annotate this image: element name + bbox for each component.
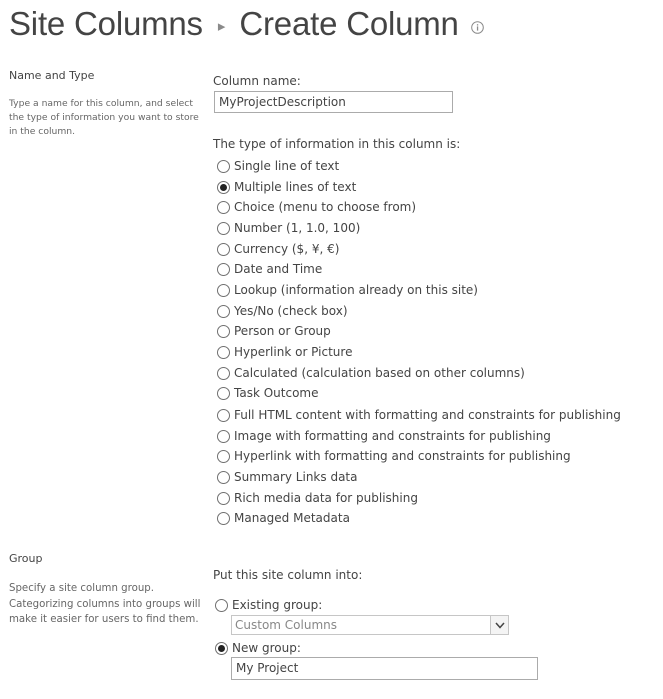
new-group-radio[interactable] [215, 642, 228, 655]
existing-group-radio[interactable] [215, 599, 228, 612]
column-type-radio[interactable] [217, 243, 230, 256]
column-type-radio[interactable] [217, 160, 230, 173]
column-type-radio[interactable] [217, 284, 230, 297]
chevron-down-icon[interactable] [490, 616, 508, 634]
existing-group-label: Existing group: [232, 598, 323, 612]
column-type-label: Single line of text [234, 159, 340, 173]
existing-group-value: Custom Columns [235, 618, 337, 632]
column-type-label: The type of information in this column is: [213, 137, 461, 151]
column-type-option[interactable] [217, 364, 525, 382]
column-type-label: Date and Time [234, 262, 323, 276]
info-icon[interactable] [471, 21, 484, 34]
new-group-input[interactable]: My Project [231, 657, 538, 680]
column-type-label: Rich media data for publishing [234, 491, 418, 505]
column-type-label: Currency ($, ¥, €) [234, 242, 340, 256]
column-type-radio[interactable] [217, 346, 230, 359]
column-type-option[interactable] [217, 198, 416, 216]
column-type-label: Choice (menu to choose from) [234, 200, 417, 214]
column-type-option[interactable] [217, 178, 356, 196]
column-type-label: Task Outcome [234, 386, 319, 400]
column-type-radio[interactable] [217, 325, 230, 338]
column-type-option[interactable] [217, 343, 352, 361]
column-type-label: Summary Links data [234, 470, 358, 484]
column-type-label: Yes/No (check box) [234, 304, 348, 318]
column-type-radio[interactable] [217, 263, 230, 276]
column-type-radio[interactable] [217, 471, 230, 484]
column-type-option[interactable] [217, 427, 551, 445]
name-and-type-heading: Name and Type [9, 69, 95, 82]
column-type-label: Full HTML content with formatting and constraints for publishing [234, 408, 621, 422]
column-type-label: Lookup (information already on this site) [234, 283, 478, 297]
name-and-type-description: Type a name for this column, and select the type of information you want to store in the column. [9, 98, 199, 137]
column-type-label: Image with formatting and constraints for publishing [234, 429, 551, 443]
column-type-radio[interactable] [217, 492, 230, 505]
put-into-label: Put this site column into: [213, 568, 363, 582]
column-type-label: Multiple lines of text [234, 180, 357, 194]
new-group-option[interactable] [215, 639, 301, 657]
column-name-label: Column name: [213, 74, 301, 88]
column-type-label: Person or Group [234, 324, 331, 338]
column-type-option[interactable] [217, 260, 322, 278]
column-type-option[interactable] [217, 468, 357, 486]
column-type-radio[interactable] [217, 222, 230, 235]
column-type-radio[interactable] [217, 181, 230, 194]
existing-group-select[interactable] [231, 615, 509, 635]
column-type-option[interactable] [217, 489, 418, 507]
column-type-option[interactable] [217, 302, 348, 320]
breadcrumb-site-columns-link[interactable]: Site Columns [9, 5, 203, 42]
column-type-option[interactable] [217, 406, 621, 424]
column-type-option[interactable] [217, 240, 339, 258]
column-type-option[interactable] [217, 281, 478, 299]
group-heading: Group [9, 552, 43, 565]
column-type-option[interactable] [217, 219, 360, 237]
column-type-label: Number (1, 1.0, 100) [234, 221, 361, 235]
page-title: Create Column [239, 5, 459, 42]
breadcrumb-separator-icon: ▸ [217, 17, 226, 35]
column-type-label: Managed Metadata [234, 511, 350, 525]
column-type-radio[interactable] [217, 450, 230, 463]
column-type-label: Hyperlink or Picture [234, 345, 353, 359]
column-type-radio[interactable] [217, 409, 230, 422]
column-type-option[interactable] [217, 509, 350, 527]
column-type-option[interactable] [217, 447, 571, 465]
breadcrumb [9, 2, 484, 46]
column-type-radio[interactable] [217, 387, 230, 400]
column-type-radio[interactable] [217, 305, 230, 318]
column-type-radio[interactable] [217, 512, 230, 525]
existing-group-option[interactable] [215, 596, 322, 614]
column-type-label: Calculated (calculation based on other columns) [234, 366, 525, 380]
group-description: Specify a site column group. Categorizing columns into groups will make it easier for users to find them. [9, 583, 201, 625]
column-type-label: Hyperlink with formatting and constraints for publishing [234, 449, 571, 463]
column-type-radio[interactable] [217, 430, 230, 443]
column-type-radio[interactable] [217, 201, 230, 214]
column-name-input[interactable]: MyProjectDescription [214, 91, 453, 113]
column-type-option[interactable] [217, 322, 331, 340]
column-type-radio[interactable] [217, 367, 230, 380]
column-type-option[interactable] [217, 384, 318, 402]
new-group-label: New group: [232, 641, 301, 655]
column-type-option[interactable] [217, 157, 339, 175]
